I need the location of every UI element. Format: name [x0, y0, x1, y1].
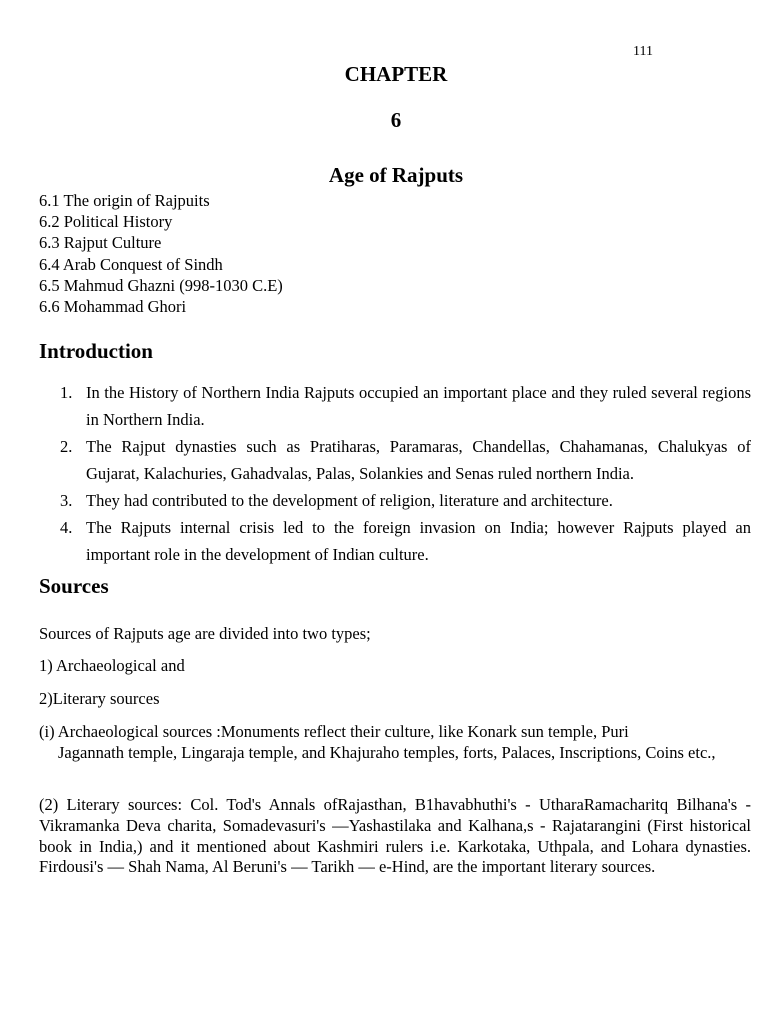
list-item-text: The Rajputs internal crisis led to the foreign invasion on India; however Rajputs played an important role in the development of Indian culture.: [86, 518, 751, 564]
toc-item-6-6: 6.6 Mohammad Ghori: [39, 297, 187, 317]
archaeological-sources-first-line: (i) Archaeological sources :Monuments reflect their culture, like Konark sun temple, Puri: [39, 722, 629, 741]
list-item-number: 1.: [60, 383, 73, 402]
literary-sources-paragraph: (2) Literary sources: Col. Tod's Annals ofRajasthan, B1havabhuthi's - UtharaRamacharitq Bilhana's - Vikramanka Deva charita, Somadevasuri's —Yashastilaka and Kalhana,s - Rajatarangini (First historical book in India,) and it mentioned about Kashmiri rulers i.e. Karkotaka, Uthpala, and Lohara dynasties. Firdousi's — Shah Nama, Al Beruni's — Tarikh — e-Hind, are the important literary sources.: [39, 795, 751, 877]
sources-intro-paragraph: Sources of Rajputs age are divided into two types;: [39, 624, 371, 643]
list-item-text: They had contributed to the development of religion, literature and architecture.: [86, 491, 613, 510]
archaeological-sources-continuation: Jagannath temple, Lingaraja temple, and Khajuraho temples, forts, Palaces, Inscriptions, Coins etc.,: [58, 742, 716, 762]
toc-item-6-1: 6.1 The origin of Rajpuits: [39, 191, 210, 210]
table-of-contents: [39, 190, 283, 317]
source-type-archaeological: 1) Archaeological and: [39, 656, 185, 675]
list-item-number: 4.: [60, 518, 73, 537]
list-item-text: The Rajput dynasties such as Pratiharas, Paramaras, Chandellas, Chahamanas, Chalukyas of Gujarat, Kalachuries, Gahadvalas, Palas, Solankies and Senas ruled northern India.: [86, 437, 751, 483]
chapter-number: 6: [390, 108, 402, 132]
list-item: [60, 433, 751, 487]
toc-item-6-3: 6.3 Rajput Culture: [39, 233, 162, 253]
list-item-number: 3.: [60, 491, 73, 510]
list-item: [60, 487, 751, 514]
page-number: 111: [633, 44, 653, 59]
toc-item-6-4: 6.4 Arab Conquest of Sindh: [39, 254, 223, 274]
toc-item-6-5: 6.5 Mahmud Ghazni (998-1030 C.E): [39, 275, 283, 295]
list-item-text: In the History of Northern India Rajputs occupied an important place and they ruled several regions in Northern India.: [86, 383, 751, 429]
list-item: [60, 514, 751, 568]
toc-item-6-2: 6.2 Political History: [39, 212, 173, 232]
introduction-list: [60, 379, 751, 568]
source-type-literary: 2)Literary sources: [39, 689, 160, 708]
archaeological-sources-paragraph: [39, 722, 751, 763]
chapter-title: Age of Rajputs: [328, 163, 464, 187]
introduction-heading: Introduction: [39, 339, 153, 363]
list-item-number: 2.: [60, 437, 73, 456]
chapter-label: CHAPTER: [344, 62, 448, 86]
sources-heading: Sources: [39, 574, 109, 598]
list-item: [60, 379, 751, 433]
